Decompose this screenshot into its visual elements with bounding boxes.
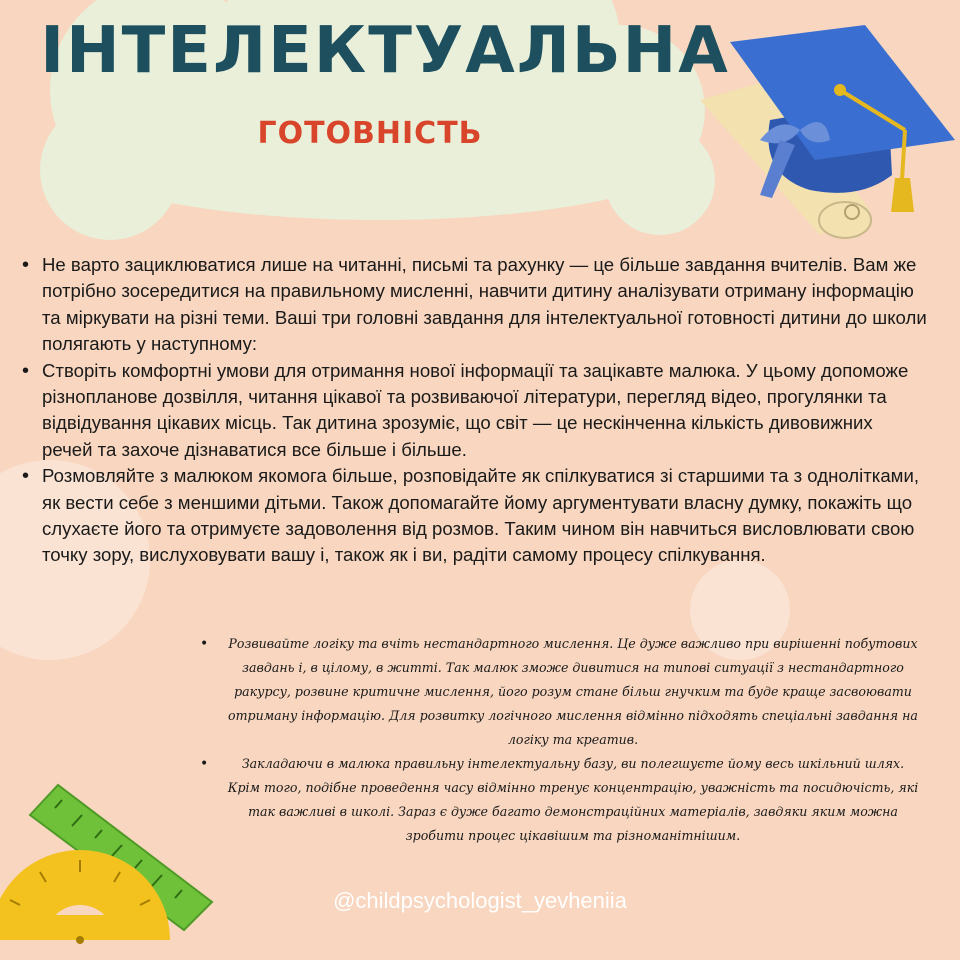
page-subtitle: ГОТОВНІСТЬ [257, 116, 483, 151]
author-handle: @childpsychologist_yevheniia [333, 888, 627, 913]
main-list [22, 252, 927, 569]
list-item: • Не варто зациклюватися лише на читанні, письмі та рахунку — це більше завдання вчителів. Вам же потрібно зосередитися на правильному мисленні, навчити дитину аналізувати отриману інформацію та міркувати на різні теми. Ваші три головні завдання для інтелектуальної готовності дитини до школи полягають у наступному: [22, 252, 927, 358]
page-title: ІНТЕЛЕКТУАЛЬНА [40, 14, 730, 88]
list-item: • Закладаючи в малюка правильну інтелектуальну базу, ви полегшуєте йому весь шкільний шлях. Крім того, подібне проведення часу відмінно тренує концентрацію, уважність та посидючість, які так важливі в школі. Зараз є дуже багато демонстраційних матеріалів, завдяки яким можна зробити процес цікавішим та різноманітнішим. [200, 752, 922, 848]
list-item: • Розвивайте логіку та вчіть нестандартного мислення. Це дуже важливо при вирішенні побутових завдань і, в цілому, в житті. Так малюк зможе дивитися на типові ситуації з нестандартного ракурсу, розвине критичне мислення, його розум стане більш гнучким та буде краще засвоювати отриману інформацію. Для розвитку логічного мислення відмінно підходять спеціальні завдання на логіку та креатив. [200, 632, 922, 752]
list-item: • Створіть комфортні умови для отримання нової інформації та зацікавте малюка. У цьому допоможе різнопланове дозвілля, читання цікавої та розвиваючої літератури, перегляд відео, прогулянки та відвідування цікавих місць. Так дитина зрозуміє, що світ — це нескінченна кількість дивовижних речей та захоче дізнаватися все більше і більше. [22, 358, 927, 464]
list-item: • Розмовляйте з малюком якомога більше, розповідайте як спілкуватися зі старшими та з однолітками, як вести себе з меншими дітьми. Також допомагайте йому аргументувати власну думку, покажіть що слухаєте його та отримуєте задоволення від розмов. Таким чином він навчиться висловлювати свою точку зору, вислуховувати вашу і, також як і ви, радіти самому процесу спілкування. [22, 463, 927, 569]
handwritten-list [200, 632, 922, 848]
